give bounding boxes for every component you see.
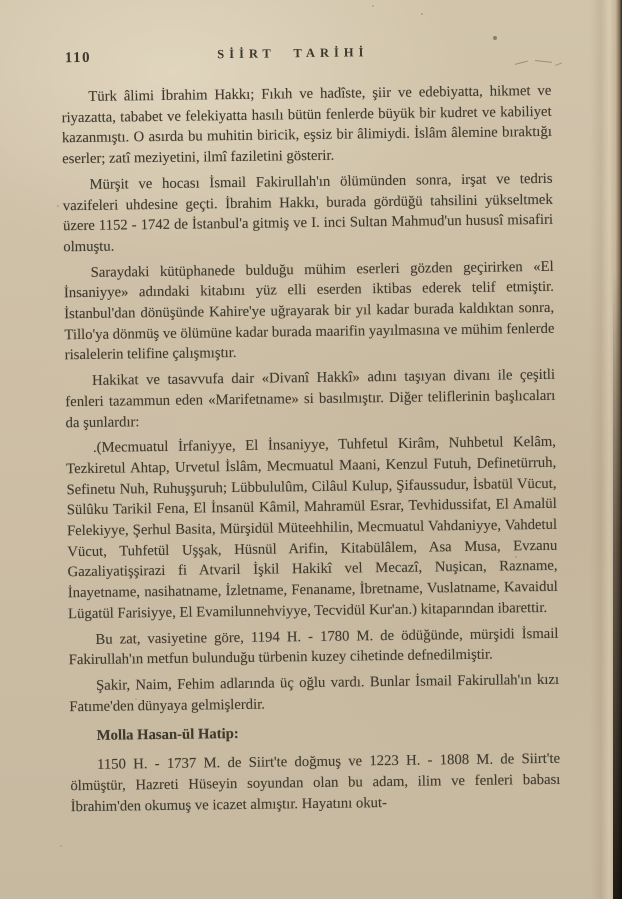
running-header-title: SİİRT TARİHİ [217,45,369,62]
paragraph: Saraydaki kütüphanede bulduğu mühim eserleri gözden geçirirken «El İnsaniyye» adındaki kitabını yüz elli eserden iktibas ederek telif etmiştir. İstanbul'dan dönüşünde Kahire'ye uğrayarak bir yıl kadar burada kaldıktan sonra, Tillo'ya dönmüş ve ölümüne kadar burada maarifin yayılmasına ve mühim fenlerde risalelerin telifine çalışmıştır. [63,258,555,364]
paper-specks [0,0,2,2]
paragraph: Türk âlimi İbrahim Hakkı; Fıkıh ve hadîste, şiir ve edebiyatta, hikmet ve riyazatta, tababet ve felekiyatta hasılı bütün fenlerde büyük bir kudret ve kabiliyet kazanmıştı. O asırda bu muhitin biricik, eşsiz bir âlimiydi. İslâm âlemine bıraktığı eserler; zatî meziyetini, ilmî faziletini gösterir. [61,82,552,168]
pencil-stroke [555,63,562,66]
paragraph-works-list: .(Mecmuatul İrfaniyye, El İnsaniyye, Tuhfetul Kirâm, Nuhbetul Kelâm, Tezkiretul Ahtap, Urvetul İslâm, Mecmuatul Maani, Kenzul Futuh, Definetürruh, Sefinetu Nuh, Ruhuşşuruh; Lübbululûm, Cilâul Kulup, Şifaussudur, İsbatül Vücut, Sülûku Tarikil Fena, El İnsanül Kâmil, Mahramül Esrar, Tevhidussifat, El Amalül Felekiyye, Şerhul Basita, Mürşidül Müteehhilin, Mecmuatul Vahdaniyye, Vahdetul Vücut, Tuhfetül Uşşak, Hüsnül Arifin, Kitabülâlem, Asa Musa, Evzanu Gazaliyatişşirazi fi Atvaril İşkil Hakikî vel Mecazî, Nuşican, Razname, İnayetname, nasihatname, İzletname, Fenaname, İbretname, Vuslatname, Kavaidul Lügatül Farisiyye, El Evamilunnehviyye, Tecvidül Kur'an.) kitaparından ibarettir. [66,434,558,623]
section-heading: Molla Hasan-ül Hatip: [96,726,239,745]
paragraph: Mürşit ve hocası İsmail Fakirullah'ın ölümünden sonra, irşat ve tedris vazifeleri uhdesine geçti. İbrahim Hakkı, burada gördüğü tahsilini yükseltmek üzere 1152 - 1742 de İstanbul'a gitmiş ve I. inci Sultan Mahmud'un hususî misafiri olmuştu. [62,170,554,256]
paragraph: Bu zat, vasiyetine göre, 1194 H. - 1780 M. de ödüğünde, mürşidi İsmail Fakirullah'ın metfun bulunduğu türbenin kuzey cihetinde defnedilmiştir. [68,625,559,669]
paragraph: Hakikat ve tasavvufa dair «Divanî Hakkî» adını taşıyan divanı ile çeşitli fenleri tazammun eden «Marifetname» si basılmıştır. Diğer teliflerinin başlıcaları da şunlardır: [65,366,556,431]
page-number: 110 [64,49,92,67]
paragraph-continuation: 1150 H. - 1737 M. de Siirt'te doğmuş ve 1223 H. - 1808 M. de Siirt'te ölmüştür, Hazreti Hüseyin soyundan olan bu adam, ilim ve fenleri babası İbrahim'den okumuş ve icazet almıştır. Hayatını okut- [70,750,561,815]
paragraph: Şakir, Naim, Fehim adlarında üç oğlu vardı. Bunlar İsmail Fakirullah'ın kızı Fatıme'den dünyaya gelmişlerdir. [69,671,560,715]
page-header [61,43,553,69]
page-body-text [61,81,561,818]
